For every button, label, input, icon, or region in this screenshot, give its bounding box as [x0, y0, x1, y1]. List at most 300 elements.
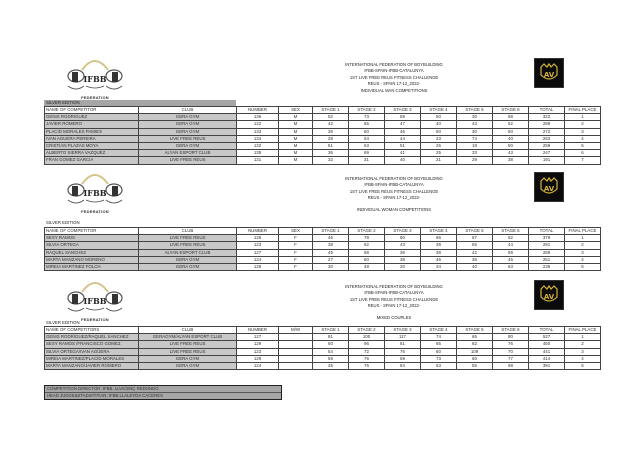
- table-header-row: [45, 107, 601, 114]
- number-cell: 135: [237, 150, 279, 157]
- total-cell: 263: [529, 135, 565, 142]
- competitor-name: CRISTIAN PLAZAS MOYA: [45, 142, 139, 149]
- stage-cell: 76: [349, 362, 385, 369]
- col-header-stage-6: STAGE 6: [493, 228, 529, 235]
- results-table-woman: [44, 227, 601, 271]
- place-cell: 2: [565, 341, 601, 348]
- place-cell: 2: [565, 242, 601, 249]
- total-cell: 391: [529, 362, 565, 369]
- stage-cell: 65: [457, 334, 493, 341]
- col-header-number: NUMBER: [237, 327, 279, 334]
- table-row: [45, 355, 601, 362]
- club-logo: [534, 280, 564, 310]
- stage-cell: 65: [421, 341, 457, 348]
- col-header-club: CLUB: [139, 228, 237, 235]
- sex-cell: F: [279, 256, 313, 263]
- edition-label: SILVER EDITION: [44, 100, 236, 106]
- col-header-stage-5: STAGE 5: [457, 327, 493, 334]
- sex-cell: M: [279, 142, 313, 149]
- number-cell: 123: [237, 348, 279, 355]
- col-header-stage-4: STAGE 4: [421, 228, 457, 235]
- col-header-name: NAME OF COMPETITORS: [45, 327, 139, 334]
- col-header-club: CLUB: [139, 107, 237, 114]
- place-cell: 4: [565, 355, 601, 362]
- total-cell: 272: [529, 128, 565, 135]
- stage-cell: 68: [349, 249, 385, 256]
- number-cell: 124: [237, 362, 279, 369]
- section-subtitle: MIXED COUPLES: [376, 314, 412, 320]
- stage-cell: 44: [493, 242, 529, 249]
- mw-cell: [279, 362, 313, 369]
- stage-cell: 54: [349, 135, 385, 142]
- club-cell: GERA GYM: [139, 121, 237, 128]
- club-cell: ALYAN ESPORT CLUB: [139, 249, 237, 256]
- header-text: [314, 62, 474, 94]
- stage-cell: 36: [313, 128, 349, 135]
- club-cell: GERA GYM: [139, 114, 237, 121]
- number-cell: 127: [237, 334, 279, 341]
- federation-label: FEDERATION: [81, 209, 109, 214]
- section-mixed-couples: [44, 278, 600, 378]
- number-cell: 129: [237, 263, 279, 270]
- competitor-name: PLACID MORALES PAMIES: [45, 128, 139, 135]
- stage-cell: 27: [313, 256, 349, 263]
- stage-cell: 40: [457, 263, 493, 270]
- stage-cell: 59: [313, 355, 349, 362]
- table-row: [45, 121, 601, 128]
- number-cell: 125: [237, 235, 279, 242]
- stage-cell: 48: [349, 263, 385, 270]
- stage-cell: 73: [349, 114, 385, 121]
- place-cell: 1: [565, 114, 601, 121]
- stage-cell: 74: [421, 334, 457, 341]
- col-header-stage-4: STAGE 4: [421, 107, 457, 114]
- stage-cell: 51: [385, 142, 421, 149]
- club-cell: GERA GYM: [139, 362, 237, 369]
- stage-cell: 76: [349, 355, 385, 362]
- stage-cell: 60: [313, 341, 349, 348]
- competitor-name: ALBERTO SIERRA VAZQUEZ: [45, 150, 139, 157]
- col-header-stage-3: STAGE 3: [385, 228, 421, 235]
- stage-cell: 46: [313, 235, 349, 242]
- stage-cell: 81: [385, 341, 421, 348]
- col-header-club: CLUB: [139, 327, 237, 334]
- total-cell: 527: [529, 334, 565, 341]
- stage-cell: 55: [457, 362, 493, 369]
- section-individual-man: [44, 56, 600, 178]
- number-cell: 131: [237, 157, 279, 164]
- section-subtitle: INDIVIDUAL MAN COMPETITIONS: [360, 87, 428, 93]
- place-cell: 1: [565, 235, 601, 242]
- sex-cell: F: [279, 249, 313, 256]
- number-cell: 132: [237, 142, 279, 149]
- col-header-total: TOTAL: [529, 327, 565, 334]
- competitor-name: GENIS RODRIGUEZ/RAQUEL SANCHEZ: [45, 334, 139, 341]
- header-line-2: IFBB-SPAIN-IFBB-CATALUNYA: [364, 182, 424, 188]
- stage-cell: 42: [313, 121, 349, 128]
- stage-cell: 30: [457, 128, 493, 135]
- stage-cell: 77: [493, 355, 529, 362]
- club-cell: ALYAN ESPORT CLUB: [139, 150, 237, 157]
- number-cell: 134: [237, 135, 279, 142]
- stage-cell: 32: [313, 157, 349, 164]
- stage-cell: 63: [349, 142, 385, 149]
- col-header-stage-5: STAGE 5: [457, 107, 493, 114]
- table-row: [45, 263, 601, 270]
- section-subtitle: INDIVIDUAL WOMAN COMPETITIONS: [356, 206, 432, 212]
- competition-director: COMPETITION DIRECTOR :IFBB. LLVICENÇ REDONDO: [45, 386, 281, 393]
- club-cell: LIVE FREE REUS: [139, 242, 237, 249]
- table-row: [45, 334, 601, 341]
- col-header-stage-6: STAGE 6: [493, 327, 529, 334]
- stage-cell: 60: [385, 235, 421, 242]
- competitor-name: RAQUEL SANCHEZ: [45, 249, 139, 256]
- sex-cell: M: [279, 157, 313, 164]
- mw-cell: [279, 334, 313, 341]
- stage-cell: 46: [385, 128, 421, 135]
- stage-cell: 47: [385, 121, 421, 128]
- stage-cell: 62: [349, 242, 385, 249]
- col-header-number: NUMBER: [237, 228, 279, 235]
- number-cell: 123: [237, 242, 279, 249]
- club-cell: LIVE FREE REUS: [139, 235, 237, 242]
- stage-cell: 30: [457, 114, 493, 121]
- header-line-4: REUS - SPAIN 17-12_2022-: [367, 195, 421, 201]
- header-line-3: 1ST LIVE FREE REUS FITNESS CHALLENGE: [349, 188, 439, 194]
- sex-cell: M: [279, 114, 313, 121]
- stage-cell: 51: [313, 142, 349, 149]
- table-row: [45, 157, 601, 164]
- stage-cell: 65: [349, 121, 385, 128]
- col-header-sex: SEX: [279, 107, 313, 114]
- number-cell: 133: [237, 128, 279, 135]
- mw-cell: [279, 355, 313, 362]
- stage-cell: 50: [421, 128, 457, 135]
- col-header-sex: SEX: [279, 228, 313, 235]
- stage-cell: 60: [349, 128, 385, 135]
- place-cell: 3: [565, 128, 601, 135]
- stage-cell: 42: [457, 249, 493, 256]
- stage-cell: 52: [493, 121, 529, 128]
- place-cell: 4: [565, 256, 601, 263]
- stage-cell: 69: [385, 355, 421, 362]
- table-row: [45, 135, 601, 142]
- competitor-name: MARTA MANZANO/JAVIER ROMERO: [45, 362, 139, 369]
- table-row: [45, 242, 601, 249]
- stage-cell: 72: [349, 348, 385, 355]
- total-cell: 414: [529, 355, 565, 362]
- mw-cell: [279, 341, 313, 348]
- col-header-stage-4: STAGE 4: [421, 327, 457, 334]
- stage-cell: 40: [421, 121, 457, 128]
- stage-cell: 66: [421, 235, 457, 242]
- stage-cell: 73: [421, 355, 457, 362]
- total-cell: 441: [529, 348, 565, 355]
- stage-cell: 63: [493, 263, 529, 270]
- header-line-4: REUS - SPAIN 17-12_2022-: [367, 303, 421, 309]
- stage-cell: 28: [313, 135, 349, 142]
- stage-cell: 34: [421, 263, 457, 270]
- club-cell: GERA GYM: [139, 355, 237, 362]
- competitor-name: GENIS RODRIGUEZ: [45, 114, 139, 121]
- mw-cell: [279, 348, 313, 355]
- officials-box: [44, 385, 282, 400]
- col-header-stage-6: STAGE 6: [493, 107, 529, 114]
- stage-cell: 81: [313, 334, 349, 341]
- stage-cell: 90: [493, 334, 529, 341]
- col-header-mw: M/W: [279, 327, 313, 334]
- total-cell: 251: [529, 256, 565, 263]
- federation-label: FEDERATION: [81, 317, 109, 322]
- stage-cell: 96: [349, 341, 385, 348]
- stage-cell: 69: [349, 150, 385, 157]
- col-header-name: NAME OF COMPETITOR: [45, 228, 139, 235]
- place-cell: 5: [565, 362, 601, 369]
- stage-cell: 63: [421, 362, 457, 369]
- stage-cell: 43: [457, 121, 493, 128]
- stage-cell: 33: [457, 150, 493, 157]
- ifbb-bodybuilders-icon: [62, 278, 128, 316]
- total-cell: 291: [529, 242, 565, 249]
- table-row: [45, 341, 601, 348]
- svg-text:AV: AV: [543, 293, 555, 301]
- stage-cell: 38: [385, 256, 421, 263]
- ifbb-logo: [62, 170, 128, 216]
- table-row: [45, 150, 601, 157]
- competitor-name: MIREIA MARTINEZ FOLCH: [45, 263, 139, 270]
- ifbb-bodybuilders-icon: [62, 56, 128, 94]
- number-cell: 136: [237, 114, 279, 121]
- col-header-total: TOTAL: [529, 228, 565, 235]
- total-cell: 235: [529, 263, 565, 270]
- stage-cell: 21: [421, 157, 457, 164]
- stage-cell: 50: [421, 114, 457, 121]
- svg-text:AV: AV: [543, 71, 555, 79]
- competitor-name: FRAN GOMEZ GARCIA: [45, 157, 139, 164]
- header-line-2: IFBB-SPAIN-IFBB-CATALUNYA: [364, 68, 424, 74]
- ifbb-logo: [62, 56, 128, 102]
- section-individual-woman: [44, 170, 600, 274]
- ifbb-logo: [62, 278, 128, 324]
- total-cell: 379: [529, 235, 565, 242]
- header-text: [314, 284, 474, 321]
- stage-cell: 39: [421, 242, 457, 249]
- club-cell: LIVE FREE REUS: [139, 157, 237, 164]
- club-cell: LIVE FREE REUS: [139, 348, 237, 355]
- club-cell: GERA GYM: [139, 128, 237, 135]
- col-header-name: NAME OF COMPETITOR: [45, 107, 139, 114]
- col-header-stage-5: STAGE 5: [457, 228, 493, 235]
- stage-cell: 23: [421, 135, 457, 142]
- col-header-stage-1: STAGE 1: [313, 327, 349, 334]
- stage-cell: 50: [493, 142, 529, 149]
- stage-cell: 45: [493, 256, 529, 263]
- stage-cell: 45: [313, 362, 349, 369]
- club-cell: GERAGYM/ALYAN ESPORT CLUB: [139, 334, 237, 341]
- competitor-name: SILVIA ORTEGA: [45, 242, 139, 249]
- total-cell: 289: [529, 121, 565, 128]
- stage-cell: 74: [457, 135, 493, 142]
- ifbb-bodybuilders-icon: [62, 170, 128, 208]
- stage-cell: 43: [385, 242, 421, 249]
- total-cell: 191: [529, 157, 565, 164]
- col-header-stage-1: STAGE 1: [313, 228, 349, 235]
- number-cell: 127: [237, 249, 279, 256]
- stage-cell: 38: [421, 249, 457, 256]
- stage-cell: 100: [349, 334, 385, 341]
- stage-cell: 45: [313, 249, 349, 256]
- shield-crown-icon: [538, 284, 560, 306]
- place-cell: 5: [565, 263, 601, 270]
- stage-cell: 46: [421, 256, 457, 263]
- header-line-1: INTERNATIONAL FEDERATION OF BOYBUILDING: [345, 284, 443, 289]
- sex-cell: F: [279, 242, 313, 249]
- stage-cell: 30: [313, 263, 349, 270]
- competitor-name: SESY RAMOS: [45, 235, 139, 242]
- stage-cell: 40: [385, 157, 421, 164]
- table-row: [45, 348, 601, 355]
- table-row: [45, 128, 601, 135]
- shield-crown-icon: [538, 176, 560, 198]
- stage-cell: 78: [349, 235, 385, 242]
- stage-cell: 31: [349, 157, 385, 164]
- header-text: [314, 176, 474, 213]
- header-line-3: 1ST LIVE FREE REUS FITNESS CHALLENGE: [349, 296, 439, 302]
- sex-cell: M: [279, 128, 313, 135]
- stage-cell: 62: [493, 235, 529, 242]
- place-cell: 7: [565, 157, 601, 164]
- stage-cell: 68: [493, 362, 529, 369]
- sex-cell: M: [279, 150, 313, 157]
- club-cell: GERA GYM: [139, 142, 237, 149]
- stage-cell: 38: [493, 157, 529, 164]
- stage-cell: 60: [457, 355, 493, 362]
- edition-label: SILVER EDITION: [46, 320, 80, 325]
- col-header-stage-2: STAGE 2: [349, 327, 385, 334]
- table-row: [45, 114, 601, 121]
- place-cell: 1: [565, 334, 601, 341]
- sex-cell: M: [279, 135, 313, 142]
- svg-text:IFBB: IFBB: [83, 188, 107, 198]
- competitor-name: MIREIA MARTINEZ/PLACID MORALES: [45, 355, 139, 362]
- shield-crown-icon: [538, 62, 560, 84]
- col-header-final-place: FINAL PLACE: [565, 327, 601, 334]
- col-header-stage-2: STAGE 2: [349, 228, 385, 235]
- stage-cell: 52: [313, 114, 349, 121]
- col-header-stage-3: STAGE 3: [385, 327, 421, 334]
- col-header-total: TOTAL: [529, 107, 565, 114]
- sex-cell: M: [279, 121, 313, 128]
- stage-cell: 44: [385, 135, 421, 142]
- stage-cell: 36: [385, 249, 421, 256]
- stage-cell: 65: [457, 242, 493, 249]
- stage-cell: 60: [349, 256, 385, 263]
- competitor-name: MARTA MANZANO MORENO: [45, 256, 139, 263]
- col-header-stage-1: STAGE 1: [313, 107, 349, 114]
- competitor-name: JAVIER ROMERO: [45, 121, 139, 128]
- place-cell: 5: [565, 142, 601, 149]
- number-cell: 124: [237, 256, 279, 263]
- club-logo: [534, 172, 564, 202]
- stage-cell: 25: [421, 150, 457, 157]
- place-cell: 3: [565, 249, 601, 256]
- svg-text:AV: AV: [543, 185, 555, 193]
- stage-cell: 84: [385, 362, 421, 369]
- table-row: [45, 142, 601, 149]
- edition-label: SILVER EDITION: [46, 220, 80, 225]
- place-cell: 4: [565, 135, 601, 142]
- table-header-row: [45, 327, 601, 334]
- svg-text:IFBB: IFBB: [83, 74, 107, 84]
- sex-cell: F: [279, 235, 313, 242]
- table-row: [45, 249, 601, 256]
- stage-cell: 50: [493, 128, 529, 135]
- stage-cell: 70: [493, 348, 529, 355]
- total-cell: 247: [529, 150, 565, 157]
- stage-cell: 20: [385, 263, 421, 270]
- club-cell: GERA GYM: [139, 263, 237, 270]
- club-logo: [534, 58, 564, 88]
- stage-cell: 76: [385, 348, 421, 355]
- stage-cell: 59: [493, 249, 529, 256]
- stage-cell: 54: [313, 348, 349, 355]
- table-header-row: [45, 228, 601, 235]
- table-row: [45, 362, 601, 369]
- col-header-final-place: FINAL PLACE: [565, 228, 601, 235]
- stage-cell: 36: [313, 150, 349, 157]
- stage-cell: 41: [385, 150, 421, 157]
- total-cell: 322: [529, 114, 565, 121]
- club-cell: GERA GYM: [139, 256, 237, 263]
- col-header-stage-2: STAGE 2: [349, 107, 385, 114]
- competitor-name: IVAN AGUERA PEREIRA: [45, 135, 139, 142]
- stage-cell: 18: [457, 142, 493, 149]
- col-header-final-place: FINAL PLACE: [565, 107, 601, 114]
- results-table-man: [44, 106, 601, 165]
- number-cell: 129: [237, 341, 279, 348]
- stage-cell: 60: [421, 348, 457, 355]
- header-line-1: INTERNATIONAL FEDERATION OF BOYBUILDING: [345, 176, 443, 181]
- stage-cell: 40: [493, 135, 529, 142]
- col-header-number: NUMBER: [237, 107, 279, 114]
- club-cell: LIVE FREE REUS: [139, 135, 237, 142]
- stage-cell: 109: [457, 348, 493, 355]
- number-cell: 122: [237, 121, 279, 128]
- svg-text:IFBB: IFBB: [83, 296, 107, 306]
- stage-cell: 76: [493, 341, 529, 348]
- stage-cell: 59: [385, 114, 421, 121]
- stage-cell: 58: [493, 114, 529, 121]
- header-line-3: 1ST LIVE FREE REUS FITNESS CHALLENGE: [349, 74, 439, 80]
- competitor-name: SILVIA ORTEGA/IVAN AGÜERA: [45, 348, 139, 355]
- stage-cell: 43: [493, 150, 529, 157]
- head-judge: HEAD JUDGE&STADISTITIAN: IFBB LLALEYDA CACERES: [47, 393, 163, 399]
- stage-cell: 117: [385, 334, 421, 341]
- header-line-1: INTERNATIONAL FEDERATION OF BOYBUILDING: [345, 62, 443, 67]
- stage-cell: 29: [457, 157, 493, 164]
- sex-cell: F: [279, 263, 313, 270]
- results-table-mixed: [44, 326, 601, 370]
- total-cell: 460: [529, 341, 565, 348]
- club-cell: LIVE FREE REUS: [139, 341, 237, 348]
- federation-label: FEDERATION: [81, 95, 109, 100]
- place-cell: 2: [565, 121, 601, 128]
- col-header-stage-3: STAGE 3: [385, 107, 421, 114]
- stage-cell: 67: [457, 235, 493, 242]
- place-cell: 6: [565, 150, 601, 157]
- header-line-2: IFBB-SPAIN-IFBB-CATALUNYA: [364, 290, 424, 296]
- table-row: [45, 235, 601, 242]
